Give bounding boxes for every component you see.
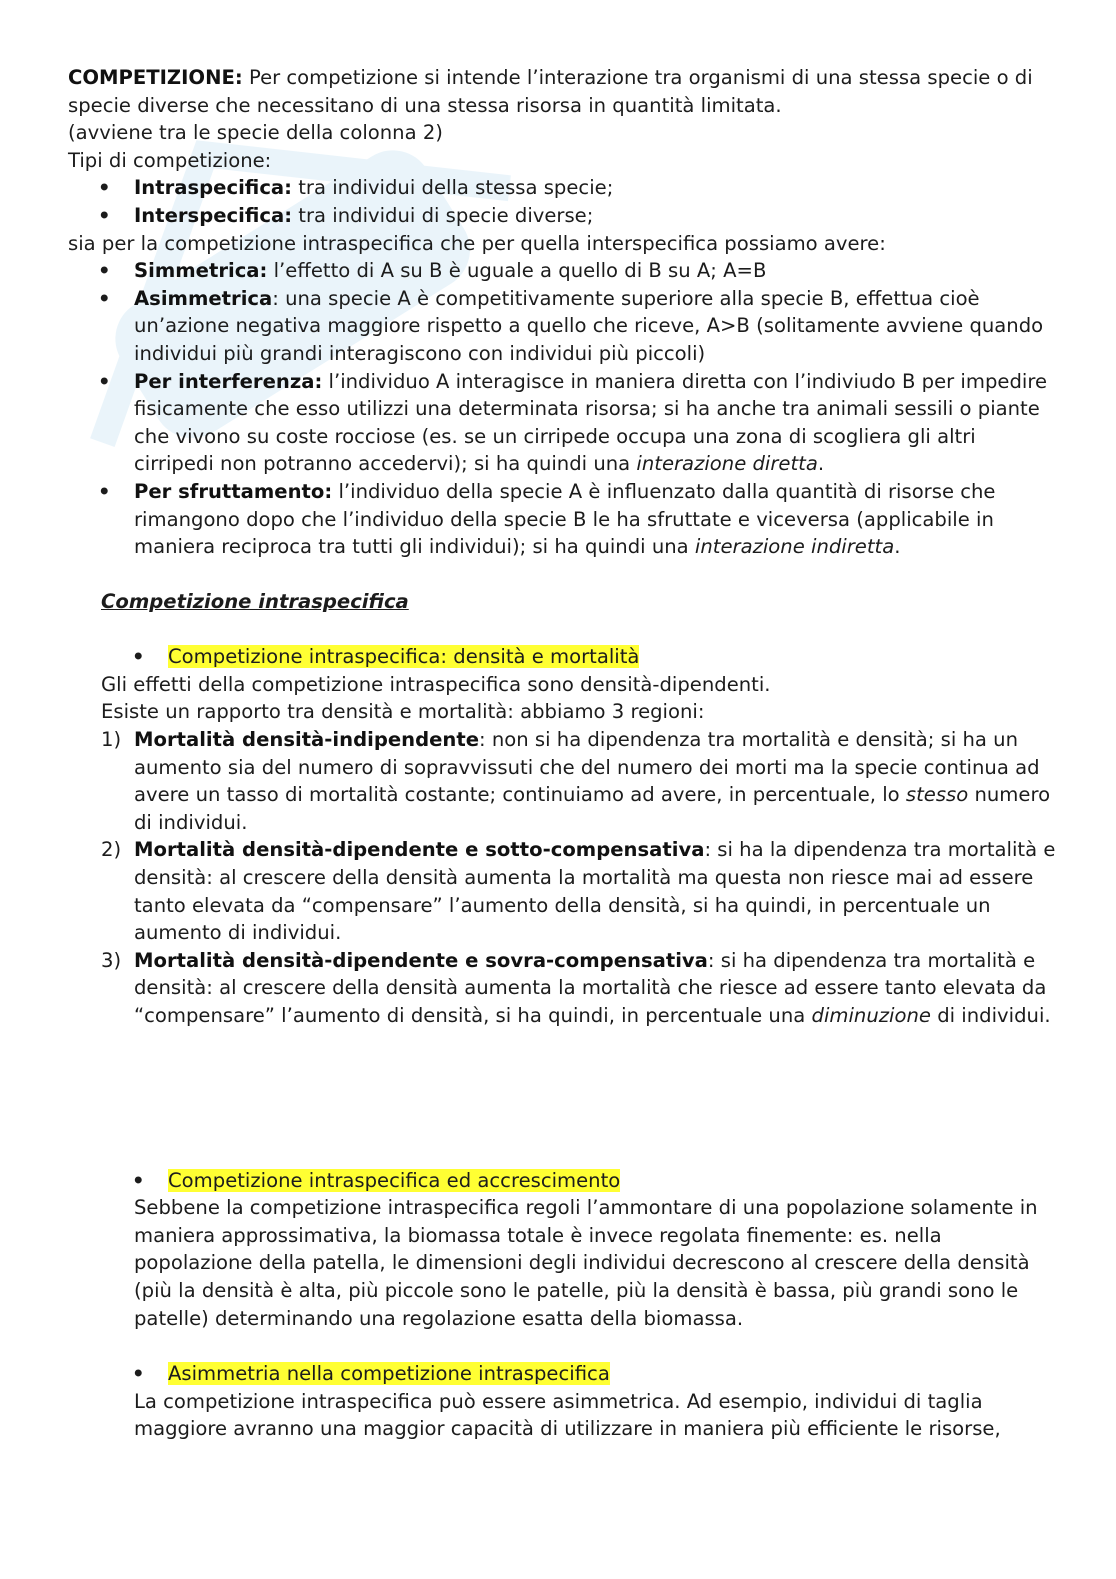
asym-text: La competizione intraspecifica può essere asimmetrica. Ad esempio, individui di taglia maggiore avranno una maggior capacità di utilizzare in maniera più efficiente le risorse, bbox=[134, 1389, 1001, 1441]
growth-heading-item bbox=[68, 1167, 1058, 1195]
kind-term: Asimmetrica bbox=[134, 286, 273, 310]
kind-term: Per interferenza: bbox=[134, 369, 323, 393]
kind-text: l’individuo della specie A è influenzato dalla quantità di risorse che rimangono dopo che l’individuo della specie B le ha sfruttate e viceversa (applicabile in maniera reciproca tra tutti gli individui); si ha quindi una bbox=[134, 479, 996, 559]
numbered-item bbox=[68, 836, 1058, 946]
item-term: Mortalità densità-dipendente e sovra-compensativa bbox=[134, 948, 708, 972]
kind-term: Per sfruttamento: bbox=[134, 479, 333, 503]
types-label: Tipi di competizione: bbox=[68, 148, 272, 172]
item-text-end: numero di individui. bbox=[134, 783, 1051, 834]
kind-emphasis: interazione indiretta bbox=[694, 535, 895, 559]
density-heading: Competizione intraspecifica: densità e mortalità bbox=[168, 645, 640, 669]
numbered-item bbox=[68, 726, 1058, 836]
kind-text: l’individuo A interagisce in maniera diretta con l’indiviudo B per impedire fisicamente che esso utilizzi una determinata risorsa; si ha anche tra animali sessili o piante che vivono su coste rocciose (es. se un cirripede occupa una zona di scogliera gli altri cirripedi non potranno accedervi); si ha quindi una bbox=[134, 369, 1048, 476]
item-emphasis: diminuzione bbox=[811, 1004, 931, 1027]
growth-heading: Competizione intraspecifica ed accrescimento bbox=[168, 1168, 621, 1192]
density-line-1: Gli effetti della competizione intraspecifica sono densità-dipendenti. bbox=[101, 672, 771, 696]
item-emphasis: stesso bbox=[905, 783, 969, 807]
growth-text: Sebbene la competizione intraspecifica regoli l’ammontare di una popolazione solamente in maniera approssimativa, la biomassa totale è invece regolata finemente: es. nella popolazione della patella, le dimensioni degli individui decrescono al crescere della densità (più la densità è alta, più piccole sono le patelle, più la densità è bassa, più grandi sono le patelle) determinando una regolazione esatta della biomassa. bbox=[134, 1196, 1038, 1330]
kind-term: Simmetrica: bbox=[134, 259, 268, 283]
density-heading-item bbox=[68, 643, 1058, 671]
both-label: sia per la competizione intraspecifica che per quella interspecifica possiamo avere: bbox=[68, 231, 886, 255]
item-marker: 2) bbox=[101, 838, 122, 862]
item-text-end: di individui. bbox=[930, 1004, 1051, 1027]
section-title: Competizione intraspecifica bbox=[101, 589, 409, 613]
asym-heading-item bbox=[68, 1360, 1058, 1388]
item-term: Mortalità densità-dipendente e sotto-compensativa bbox=[134, 838, 705, 862]
type-text: tra individui della stessa specie; bbox=[292, 176, 614, 200]
intro-definition: Per competizione si intende l’interazione tra organismi di una stessa specie o di specie diverse che necessitano di una stessa risorsa in quantità limitata. bbox=[68, 66, 1033, 117]
list-item bbox=[68, 478, 1058, 561]
list-item bbox=[68, 202, 1058, 230]
item-term: Mortalità densità-indipendente bbox=[134, 728, 480, 752]
list-item bbox=[68, 174, 1058, 202]
kind-emphasis: interazione diretta bbox=[636, 452, 818, 476]
item-text: : si ha dipendenza tra mortalità e densità: al crescere della densità aumenta la mortalità che riesce ad essere tanto elevata da “compensare” l’aumento di densità, si ha quindi, in percentuale una bbox=[134, 948, 1047, 1027]
item-text: : si ha la dipendenza tra mortalità e densità: al crescere della densità aumenta la mortalità ma questa non riesce mai ad essere tanto elevata da “compensare” l’aumento della densità, si ha quindi, in percentuale un aumento di individui. bbox=[134, 838, 1056, 945]
type-term: Intraspecifica: bbox=[134, 176, 292, 200]
kind-text: l’effetto di A su B è uguale a quello di B su A; A=B bbox=[267, 259, 767, 283]
numbered-item bbox=[68, 947, 1058, 1030]
intro-term: COMPETIZIONE: bbox=[68, 66, 243, 89]
intro-note: (avviene tra le specie della colonna 2) bbox=[68, 121, 443, 145]
density-line-2: Esiste un rapporto tra densità e mortalità: abbiamo 3 regioni: bbox=[101, 700, 705, 724]
list-item bbox=[68, 285, 1058, 368]
intro-paragraph bbox=[68, 64, 1058, 119]
type-term: Interspecifica: bbox=[134, 203, 293, 227]
type-text: tra individui di specie diverse; bbox=[292, 203, 594, 227]
list-item bbox=[68, 368, 1058, 478]
item-marker: 1) bbox=[101, 728, 122, 752]
kind-end: . bbox=[817, 452, 825, 476]
kind-text: : una specie A è competitivamente superiore alla specie B, effettua cioè un’azione negativa maggiore rispetto a quello che riceve, A>B (solitamente avviene quando individui più grandi interagiscono con individui più piccoli) bbox=[134, 286, 1044, 365]
item-text: : non si ha dipendenza tra mortalità e densità; si ha un aumento sia del numero di sopravvissuti che del numero dei morti ma la specie continua ad avere un tasso di mortalità costante; continuiamo ad avere, in percentuale, lo bbox=[134, 728, 1040, 807]
item-marker: 3) bbox=[101, 948, 122, 972]
list-item bbox=[68, 257, 1058, 285]
kind-end: . bbox=[894, 535, 901, 559]
asym-heading: Asimmetria nella competizione intraspecifica bbox=[168, 1362, 610, 1386]
